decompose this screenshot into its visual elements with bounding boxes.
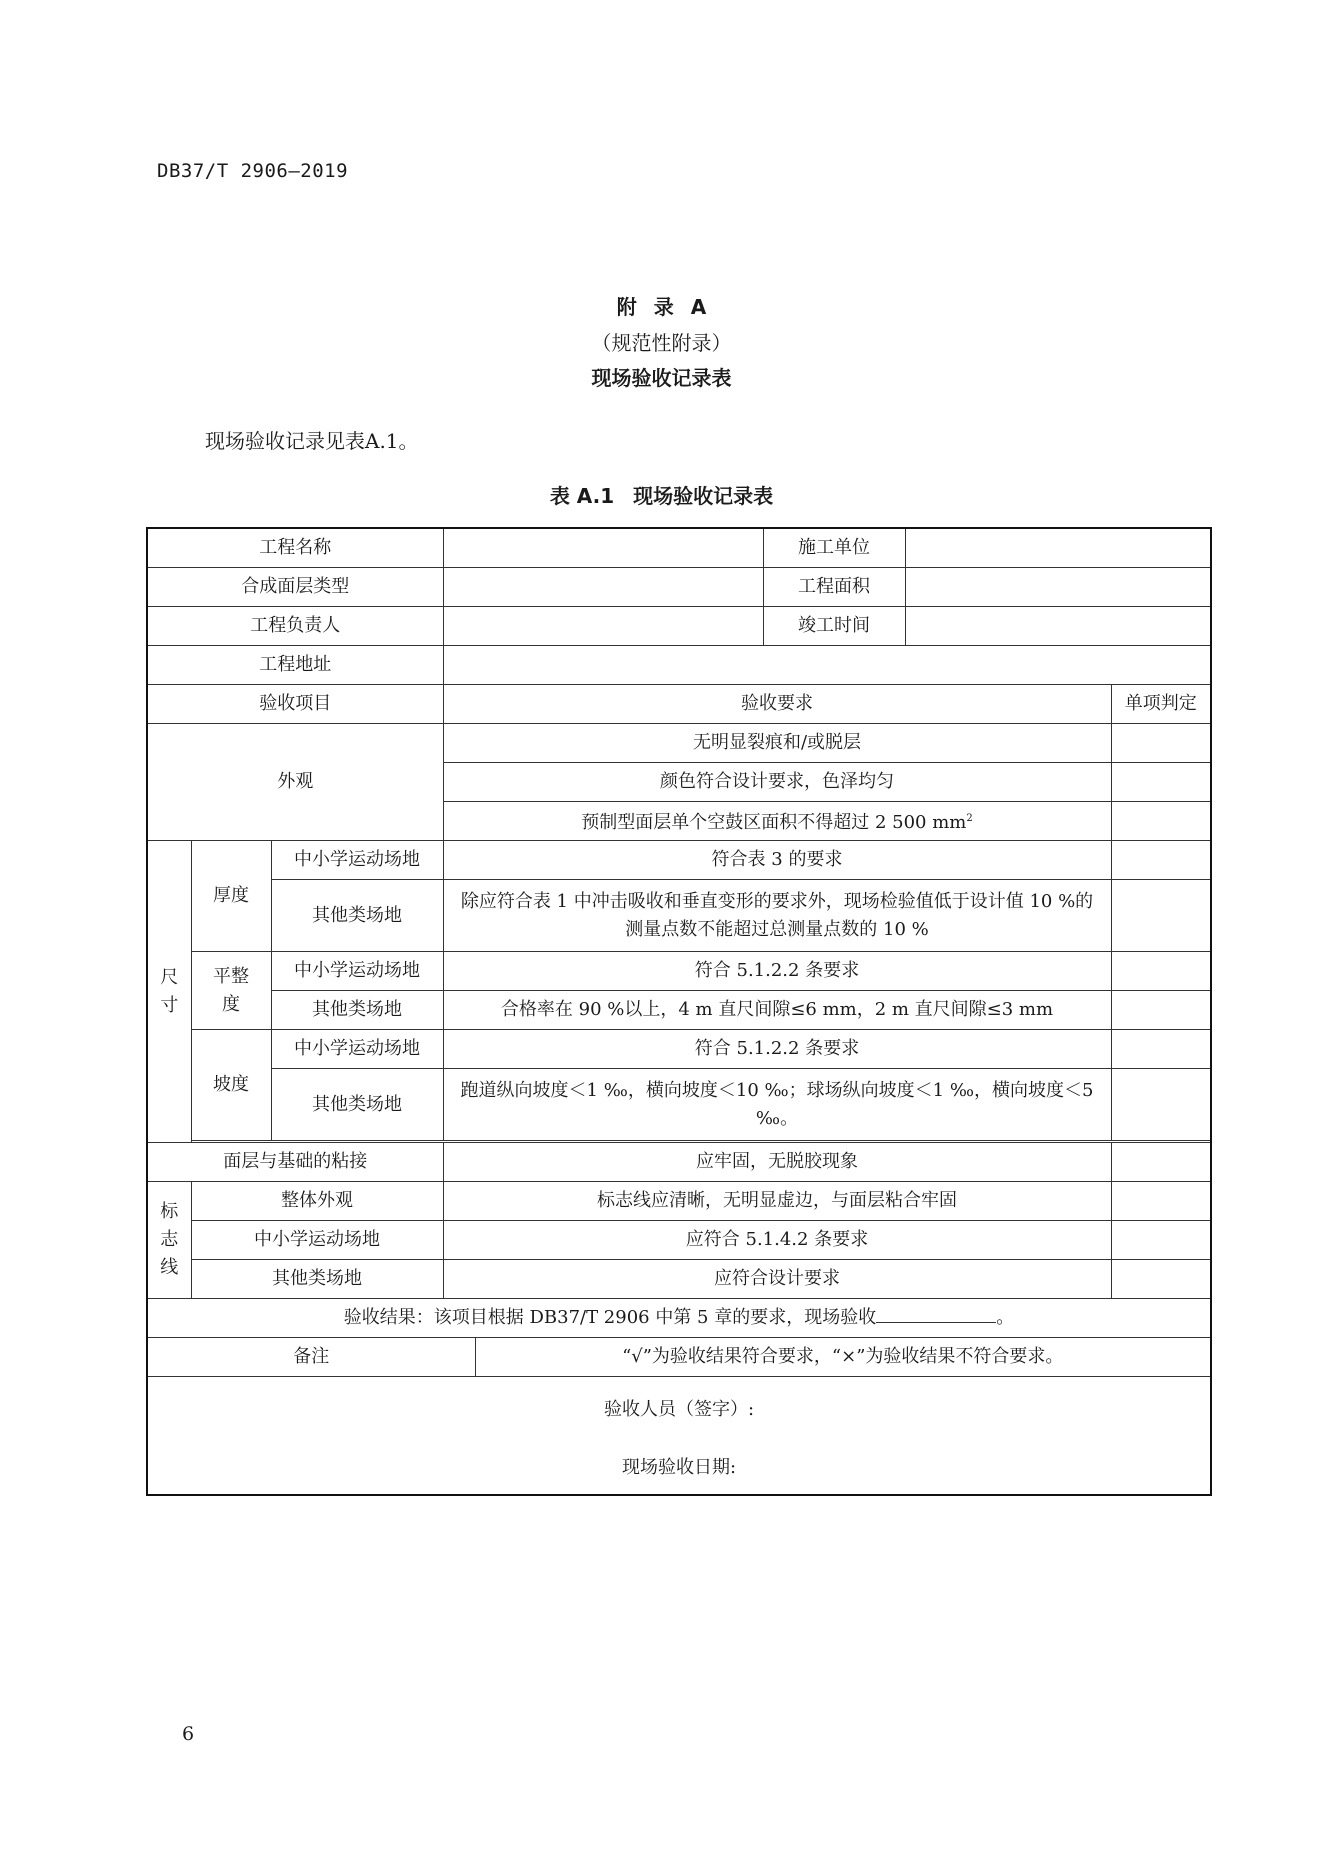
project-address-cell (443, 646, 1211, 685)
thickness-school-label: 中小学运动场地 (271, 841, 443, 880)
appearance-req-1: 无明显裂痕和/或脱层 (443, 724, 1111, 763)
markings-school-label: 中小学运动场地 (191, 1221, 443, 1260)
judgement-cell (1111, 841, 1211, 880)
project-lead-label: 工程负责人 (147, 607, 443, 646)
thickness-label: 厚度 (191, 841, 271, 952)
judgement-cell (1111, 1221, 1211, 1260)
contractor-cell (905, 528, 1211, 568)
appearance-req-3-text: 预制型面层单个空鼓区面积不得超过 2 500 mm (581, 812, 967, 833)
slope-label: 坡度 (191, 1030, 271, 1141)
slope-school-label: 中小学运动场地 (271, 1030, 443, 1069)
markings-overall-req: 标志线应清晰，无明显虚边，与面层粘合牢固 (443, 1182, 1111, 1221)
judgement-cell (1111, 1260, 1211, 1299)
flatness-label-line-2: 度 (222, 993, 240, 1015)
bonding-req: 应牢固，无脱胶现象 (443, 1143, 1111, 1182)
thickness-other-req: 除应符合表 1 中冲击吸收和垂直变形的要求外，现场检验值低于设计值 10 %的测量点数不能超过总测量点数的 10 % (443, 880, 1111, 952)
project-address-label: 工程地址 (147, 646, 443, 685)
acceptance-result-text: 验收结果：该项目根据 DB37/T 2906 中第 5 章的要求，现场验收 (343, 1307, 877, 1328)
appendix-name: 现场验收记录表 (591, 366, 732, 390)
size-label-char-1: 尺 (160, 966, 179, 988)
project-name-label: 工程名称 (147, 528, 443, 568)
col-requirement-header: 验收要求 (443, 685, 1111, 724)
completion-time-cell (905, 607, 1211, 646)
judgement-cell (1111, 763, 1211, 802)
appearance-req-2: 颜色符合设计要求，色泽均匀 (443, 763, 1111, 802)
flatness-school-label: 中小学运动场地 (271, 952, 443, 991)
size-label (147, 841, 191, 1143)
table-title: 现场验收记录表 (633, 484, 774, 508)
markings-school-req: 应符合 5.1.4.2 条要求 (443, 1221, 1111, 1260)
flatness-school-req: 符合 5.1.2.2 条要求 (443, 952, 1111, 991)
flatness-label-line-1: 平整 (213, 965, 249, 987)
markings-label-char-2: 志 (160, 1229, 179, 1250)
bonding-label: 面层与基础的粘接 (147, 1143, 443, 1182)
result-blank (876, 1304, 996, 1323)
judgement-cell (1111, 1143, 1211, 1182)
acceptance-result (147, 1299, 1211, 1338)
col-judgement-header: 单项判定 (1111, 685, 1211, 724)
judgement-cell (1111, 1069, 1211, 1141)
markings-other-req: 应符合设计要求 (443, 1260, 1111, 1299)
appearance-req-3 (443, 802, 1111, 841)
judgement-cell (1111, 991, 1211, 1030)
thickness-other-label: 其他类场地 (271, 880, 443, 952)
markings-label-char-1: 标 (160, 1201, 179, 1222)
flatness-other-req: 合格率在 90 %以上，4 m 直尺间隙≤6 mm，2 m 直尺间隙≤3 mm (443, 991, 1111, 1030)
acceptance-date-label: 现场验收日期: (621, 1456, 737, 1478)
superscript: 2 (966, 813, 973, 824)
inspector-signature-label: 验收人员（签字）: (603, 1398, 755, 1420)
appendix-title: 附 录 A (616, 295, 707, 319)
table-caption (0, 480, 1323, 509)
judgement-cell (1111, 952, 1211, 991)
project-area-label: 工程面积 (763, 568, 905, 607)
judgement-cell (1111, 880, 1211, 952)
remarks-text: “√”为验收结果符合要求，“×”为验收结果不符合要求。 (475, 1338, 1211, 1377)
project-name-cell (443, 528, 763, 568)
markings-other-label: 其他类场地 (191, 1260, 443, 1299)
size-label-char-2: 寸 (160, 994, 179, 1016)
acceptance-record-table (146, 527, 1212, 1496)
slope-other-label: 其他类场地 (271, 1069, 443, 1141)
intro-text: 现场验收记录见表A.1。 (205, 429, 419, 453)
markings-label (147, 1182, 191, 1299)
appendix-subtitle: （规范性附录） (591, 331, 732, 355)
markings-label-char-3: 线 (160, 1257, 179, 1278)
acceptance-result-end: 。 (996, 1307, 1015, 1328)
project-area-cell (905, 568, 1211, 607)
judgement-cell (1111, 1030, 1211, 1069)
judgement-cell (1111, 724, 1211, 763)
contractor-label: 施工单位 (763, 528, 905, 568)
judgement-cell (1111, 1182, 1211, 1221)
page-number: 6 (182, 1723, 195, 1745)
surface-type-cell (443, 568, 763, 607)
slope-school-req: 符合 5.1.2.2 条要求 (443, 1030, 1111, 1069)
standard-code: DB37/T 2906—2019 (157, 160, 349, 182)
flatness-other-label: 其他类场地 (271, 991, 443, 1030)
surface-type-label: 合成面层类型 (147, 568, 443, 607)
slope-other-req: 跑道纵向坡度＜1 ‰，横向坡度＜10 ‰；球场纵向坡度＜1 ‰，横向坡度＜5 ‰。 (443, 1069, 1111, 1141)
table-number: 表 A.1 (549, 484, 615, 508)
appearance-label: 外观 (147, 724, 443, 841)
col-item-header: 验收项目 (147, 685, 443, 724)
flatness-label (191, 952, 271, 1030)
signature-block (147, 1377, 1211, 1496)
completion-time-label: 竣工时间 (763, 607, 905, 646)
thickness-school-req: 符合表 3 的要求 (443, 841, 1111, 880)
project-lead-cell (443, 607, 763, 646)
remarks-label: 备注 (147, 1338, 475, 1377)
markings-overall-label: 整体外观 (191, 1182, 443, 1221)
judgement-cell (1111, 802, 1211, 841)
